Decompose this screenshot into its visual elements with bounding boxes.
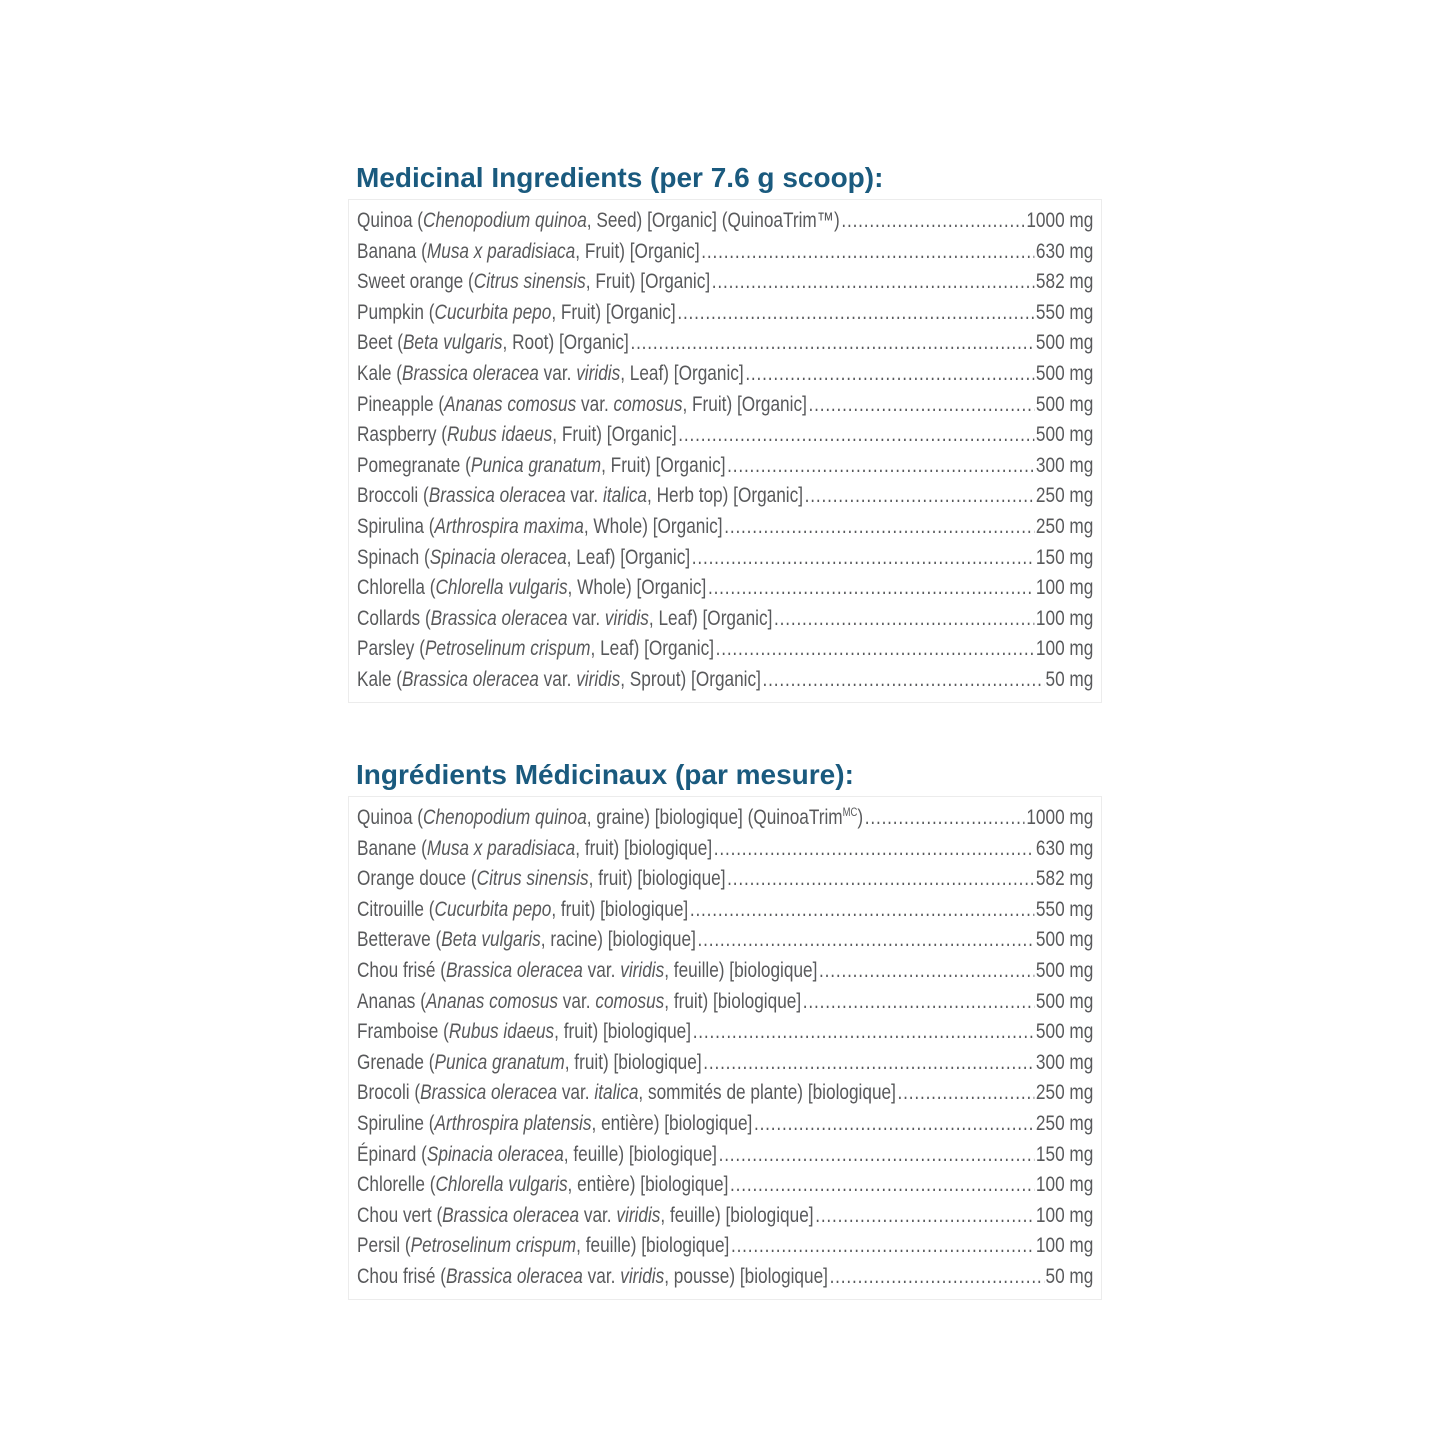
ingredient-amount: 500 mg [1035, 989, 1094, 1013]
leader-dots [678, 420, 1034, 451]
leader-dots [763, 665, 1044, 696]
ingredient-amount: 550 mg [1035, 300, 1094, 324]
leader-dots [692, 543, 1035, 574]
ingredient-amount: 100 mg [1035, 606, 1094, 630]
ingredient-amount: 500 mg [1035, 331, 1094, 355]
ingredient-row [357, 328, 1093, 359]
leader-dots [690, 895, 1034, 926]
ingredient-amount: 630 mg [1035, 239, 1094, 263]
ingredient-label: Quinoa (Chenopodium quinoa, Seed) [Organic] (QuinoaTrim™) [357, 209, 840, 232]
ingredient-amount: 630 mg [1035, 836, 1094, 860]
ingredient-row [357, 481, 1093, 512]
ingredient-row [357, 1017, 1093, 1048]
ingredient-label: Spiruline (Arthrospira platensis, entière) [biologique] [357, 1111, 753, 1135]
ingredient-label: Beet (Beta vulgaris, Root) [Organic] [357, 331, 629, 355]
ingredient-row [357, 237, 1093, 268]
ingredient-row [357, 1048, 1093, 1079]
ingredient-row [357, 925, 1093, 956]
ingredient-row [357, 390, 1093, 421]
ingredient-row [357, 359, 1093, 390]
ingredient-row [357, 956, 1093, 987]
ingredient-amount: 100 mg [1035, 1173, 1094, 1197]
ingredient-panel-en [348, 199, 1102, 703]
ingredient-label: Framboise (Rubus idaeus, fruit) [biologique] [357, 1020, 692, 1044]
ingredient-amount: 582 mg [1035, 270, 1094, 294]
ingredient-label: Chlorella (Chlorella vulgaris, Whole) [Organic] [357, 576, 707, 600]
ingredient-row [357, 1109, 1093, 1140]
ingredient-row [357, 420, 1093, 451]
ingredient-row [357, 864, 1093, 895]
ingredient-label: Chlorelle (Chlorella vulgaris, entière) [biologique] [357, 1173, 729, 1197]
leader-dots [630, 328, 1034, 359]
ingredient-row [357, 987, 1093, 1018]
section-medicinal-ingredients-fr [348, 758, 1102, 1300]
ingredient-row [357, 1201, 1093, 1232]
ingredient-row [357, 267, 1093, 298]
section-medicinal-ingredients-en [348, 161, 1102, 703]
ingredient-row [357, 803, 1093, 834]
section-title-fr: Ingrédients Médicinaux (par mesure): [356, 759, 854, 790]
ingredient-label: Ananas (Ananas comosus var. comosus, fruit) [biologique] [357, 989, 802, 1013]
ingredient-amount: 100 mg [1035, 576, 1094, 600]
leader-dots [805, 481, 1035, 512]
ingredient-row [357, 1140, 1093, 1171]
ingredient-amount: 50 mg [1045, 667, 1094, 691]
ingredient-label: Kale (Brassica oleracea var. viridis, Sprout) [Organic] [357, 667, 761, 691]
ingredient-amount: 150 mg [1035, 1142, 1094, 1166]
ingredient-amount: 150 mg [1035, 545, 1094, 569]
leader-dots [716, 634, 1035, 665]
ingredient-label: Grenade (Punica granatum, fruit) [biologique] [357, 1050, 702, 1074]
ingredient-amount: 250 mg [1035, 1081, 1094, 1105]
ingredient-row [357, 206, 1093, 237]
leader-dots [698, 925, 1035, 956]
ingredient-row [357, 604, 1093, 635]
ingredient-amount: 100 mg [1035, 1203, 1094, 1227]
ingredient-amount: 500 mg [1035, 392, 1094, 416]
ingredient-amount: 582 mg [1035, 867, 1094, 891]
ingredient-label: Épinard (Spinacia oleracea, feuille) [biologique] [357, 1142, 717, 1166]
ingredient-amount: 1000 mg [1026, 209, 1094, 232]
leader-dots [724, 512, 1034, 543]
ingredient-label: Chou frisé (Brassica oleracea var. viridis, pousse) [biologique] [357, 1264, 828, 1288]
ingredient-amount: 50 mg [1045, 1264, 1094, 1288]
ingredient-label: Parsley (Petroselinum crispum, Leaf) [Organic] [357, 637, 714, 661]
leader-dots [730, 1170, 1034, 1201]
leader-dots [819, 956, 1034, 987]
ingredient-panel-fr [348, 796, 1102, 1300]
ingredient-label: Banane (Musa x paradisiaca, fruit) [biologique] [357, 836, 713, 860]
ingredient-amount: 250 mg [1035, 1111, 1094, 1135]
ingredient-amount: 500 mg [1035, 928, 1094, 952]
ingredient-row [357, 451, 1093, 482]
ingredient-label: Chou vert (Brassica oleracea var. viridis, feuille) [biologique] [357, 1203, 814, 1227]
leader-dots [677, 298, 1034, 329]
ingredient-amount: 500 mg [1035, 361, 1094, 385]
leader-dots [727, 451, 1034, 482]
ingredient-amount: 500 mg [1035, 958, 1094, 982]
ingredient-amount: 1000 mg [1026, 806, 1094, 829]
ingredient-label: Pineapple (Ananas comosus var. comosus, Fruit) [Organic] [357, 392, 807, 416]
ingredient-label: Sweet orange (Citrus sinensis, Fruit) [Organic] [357, 270, 711, 294]
leader-dots [731, 1231, 1034, 1262]
ingredient-label: Betterave (Beta vulgaris, racine) [biologique] [357, 928, 696, 952]
leader-dots [754, 1109, 1034, 1140]
ingredient-row [357, 665, 1093, 696]
ingredient-amount: 250 mg [1035, 514, 1094, 538]
ingredient-label: Pumpkin (Cucurbita pepo, Fruit) [Organic] [357, 300, 676, 324]
section-title-en: Medicinal Ingredients (per 7.6 g scoop): [356, 162, 884, 193]
ingredient-label: Raspberry (Rubus idaeus, Fruit) [Organic] [357, 423, 677, 447]
ingredient-amount: 500 mg [1035, 423, 1094, 447]
ingredient-label: Orange douce (Citrus sinensis, fruit) [biologique] [357, 867, 726, 891]
leader-dots [712, 267, 1034, 298]
ingredient-amount: 100 mg [1035, 1234, 1094, 1258]
leader-dots [830, 1262, 1044, 1293]
ingredient-row [357, 1078, 1093, 1109]
ingredient-label: Collards (Brassica oleracea var. viridis, Leaf) [Organic] [357, 606, 773, 630]
ingredient-amount: 550 mg [1035, 897, 1094, 921]
ingredient-row [357, 543, 1093, 574]
ingredient-label: Quinoa (Chenopodium quinoa, graine) [biologique] (QuinoaTrim$^{MC}$) [357, 806, 864, 829]
ingredient-row [357, 834, 1093, 865]
leader-dots [815, 1201, 1034, 1232]
ingredient-label: Brocoli (Brassica oleracea var. italica, sommités de plante) [biologique] [357, 1081, 896, 1105]
ingredient-amount: 300 mg [1035, 453, 1094, 477]
ingredient-row [357, 298, 1093, 329]
ingredient-amount: 500 mg [1035, 1020, 1094, 1044]
leader-dots [703, 1048, 1034, 1079]
ingredient-amount: 100 mg [1035, 637, 1094, 661]
ingredient-label: Pomegranate (Punica granatum, Fruit) [Organic] [357, 453, 726, 477]
ingredient-row [357, 512, 1093, 543]
leader-dots [727, 864, 1034, 895]
ingredient-amount: 250 mg [1035, 484, 1094, 508]
leader-dots [774, 604, 1034, 635]
ingredient-list-fr [357, 803, 1093, 1293]
ingredient-row [357, 1170, 1093, 1201]
leader-dots [714, 834, 1035, 865]
ingredient-row [357, 895, 1093, 926]
ingredient-row [357, 1262, 1093, 1293]
ingredient-row [357, 573, 1093, 604]
leader-dots [865, 803, 1025, 834]
leader-dots [803, 987, 1034, 1018]
leader-dots [841, 206, 1024, 237]
leader-dots [898, 1078, 1035, 1109]
leader-dots [808, 390, 1034, 421]
ingredient-label: Spirulina (Arthrospira maxima, Whole) [Organic] [357, 514, 723, 538]
leader-dots [701, 237, 1034, 268]
ingredient-amount: 300 mg [1035, 1050, 1094, 1074]
ingredient-row [357, 634, 1093, 665]
ingredient-list-en [357, 206, 1093, 696]
ingredient-row [357, 1231, 1093, 1262]
leader-dots [693, 1017, 1035, 1048]
ingredient-label: Spinach (Spinacia oleracea, Leaf) [Organic] [357, 545, 691, 569]
ingredient-label: Persil (Petroselinum crispum, feuille) [biologique] [357, 1234, 730, 1258]
ingredient-label: Broccoli (Brassica oleracea var. italica, Herb top) [Organic] [357, 484, 804, 508]
ingredient-label: Kale (Brassica oleracea var. viridis, Leaf) [Organic] [357, 361, 744, 385]
ingredient-label: Banana (Musa x paradisiaca, Fruit) [Organic] [357, 239, 700, 263]
leader-dots [745, 359, 1034, 390]
ingredient-label: Citrouille (Cucurbita pepo, fruit) [biologique] [357, 897, 689, 921]
ingredient-label: Chou frisé (Brassica oleracea var. viridis, feuille) [biologique] [357, 958, 818, 982]
leader-dots [708, 573, 1034, 604]
leader-dots [719, 1140, 1035, 1171]
